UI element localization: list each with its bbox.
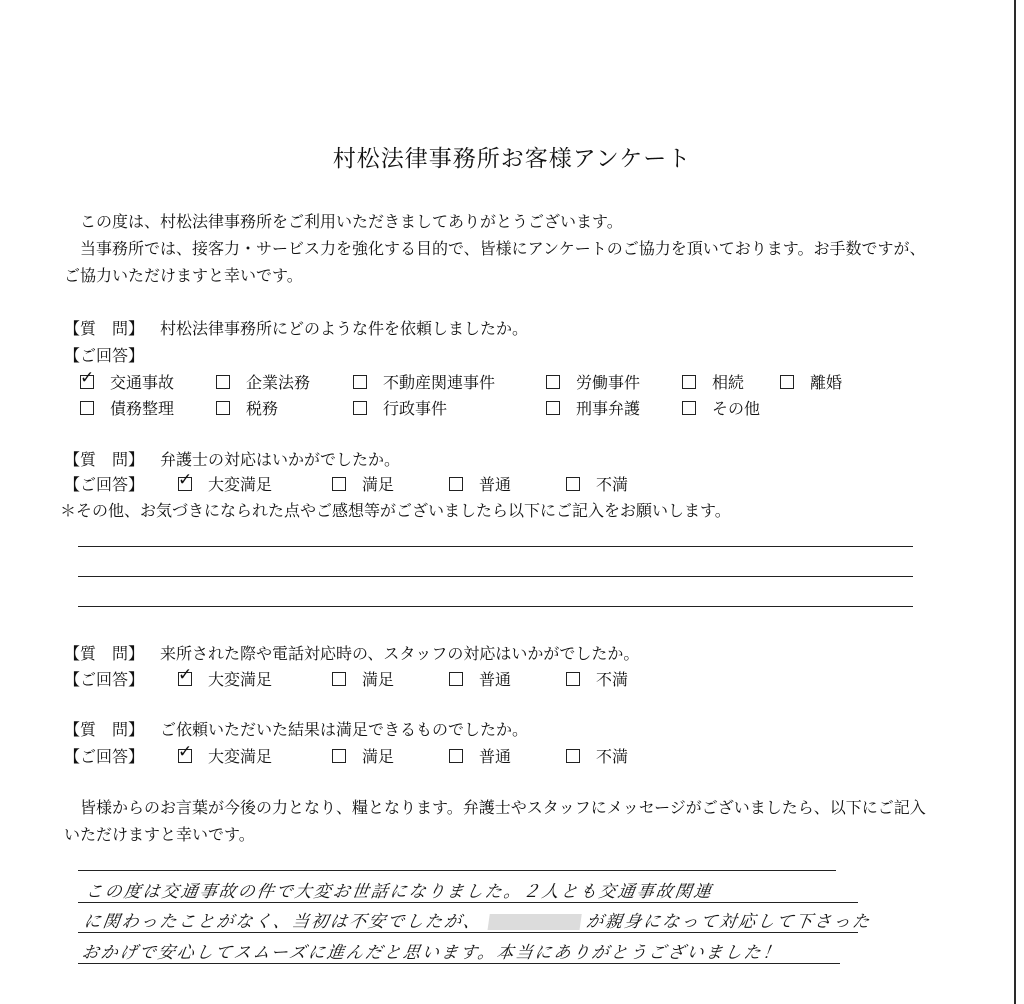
- q2-option-dissatisfied[interactable]: 不満: [566, 472, 628, 495]
- q4-option-dissatisfied[interactable]: 不満: [566, 744, 628, 767]
- intro-line-1: この度は、村松法律事務所をご利用いただきましてありがとうございます。: [80, 212, 623, 231]
- checkbox[interactable]: [449, 749, 463, 763]
- comment-line-1[interactable]: [78, 546, 913, 547]
- q2-question-text: 弁護士の対応はいかがでしたか。: [160, 450, 401, 469]
- checkbox[interactable]: [80, 401, 94, 415]
- q3-question-text: 来所された際や電話対応時の、スタッフの対応はいかがでしたか。: [160, 644, 640, 663]
- q1-answer-label: 【ご回答】: [64, 346, 145, 365]
- q3-question-label: 【質 問】: [64, 644, 145, 663]
- page-title: 村松法律事務所お客様アンケート: [332, 146, 692, 172]
- checkbox-checked[interactable]: [80, 367, 95, 389]
- comment-prompt: ＊その他、お気づきになられた点やご感想等がございましたら以下にご記入をお願いします。: [60, 501, 731, 520]
- checkbox-checked[interactable]: [178, 469, 193, 491]
- checkbox[interactable]: [546, 401, 560, 415]
- q4-question-text: ご依頼いただいた結果は満足できるものでしたか。: [160, 720, 529, 739]
- checkbox[interactable]: [566, 749, 580, 763]
- checkbox[interactable]: [216, 401, 230, 415]
- checkbox[interactable]: [353, 401, 367, 415]
- message-line-1: [78, 902, 858, 903]
- closing-text: 皆様からのお言葉が今後の力となり、糧となります。弁護士やスタッフにメッセージがございましたら、以下にご記入いただけますと幸いです。: [64, 798, 926, 844]
- checkbox[interactable]: [449, 672, 463, 686]
- check-icon: ✓: [178, 741, 193, 762]
- checkbox[interactable]: [449, 477, 463, 491]
- q3-option-average[interactable]: 普通: [449, 667, 511, 690]
- q2-option-very-satisfied[interactable]: ✓ 大変満足: [178, 469, 273, 494]
- check-icon: ✓: [178, 664, 193, 685]
- handwritten-line-2: に関わったことがなく、当初は不安でしたが、 が親身になって対応して下さった: [82, 912, 873, 932]
- q1-option-inheritance[interactable]: 相続: [682, 370, 744, 393]
- intro-line-2: 当事務所では、接客力・サービス力を強化する目的で、皆様にアンケートのご協力を頂いております。お手数ですが、ご協力いただけますと幸いです。: [64, 239, 926, 285]
- q1-option-administrative[interactable]: 行政事件: [353, 396, 447, 419]
- q1-question-label: 【質 問】: [64, 319, 145, 338]
- q3-answer-label: 【ご回答】: [64, 670, 145, 689]
- q2-question-row: [64, 447, 400, 470]
- q3-option-satisfied[interactable]: 満足: [332, 667, 394, 690]
- q1-question-row: [64, 316, 528, 339]
- q1-option-tax[interactable]: 税務: [216, 396, 278, 419]
- q2-option-average[interactable]: 普通: [449, 472, 511, 495]
- comment-line-2[interactable]: [78, 576, 913, 577]
- q2-answer-label: 【ご回答】: [64, 475, 145, 494]
- checkbox[interactable]: [332, 477, 346, 491]
- message-line-3: [78, 963, 840, 964]
- message-top-line: [78, 870, 836, 871]
- intro-text: [64, 208, 934, 289]
- q3-question-row: [64, 641, 639, 664]
- q3-option-very-satisfied[interactable]: ✓ 大変満足: [178, 664, 273, 689]
- comment-line-3[interactable]: [78, 606, 913, 607]
- q4-question-label: 【質 問】: [64, 720, 145, 739]
- checkbox[interactable]: [353, 375, 367, 389]
- q1-option-labor[interactable]: 労働事件: [546, 370, 640, 393]
- checkbox[interactable]: [682, 401, 696, 415]
- q1-option-criminal[interactable]: 刑事弁護: [546, 396, 640, 419]
- q4-answer-label: 【ご回答】: [64, 747, 145, 766]
- message-line-2: [78, 932, 858, 933]
- checkbox[interactable]: [546, 375, 560, 389]
- checkbox[interactable]: [216, 375, 230, 389]
- q2-question-label: 【質 問】: [64, 450, 145, 469]
- q1-option-divorce[interactable]: 離婚: [780, 370, 842, 393]
- handwritten-line-3: おかげで安心してスムーズに進んだと思います。本当にありがとうございました！: [80, 943, 784, 963]
- checkbox-checked[interactable]: [178, 741, 193, 763]
- checkbox[interactable]: [780, 375, 794, 389]
- q1-option-corporate[interactable]: 企業法務: [216, 370, 310, 393]
- checkbox[interactable]: [332, 749, 346, 763]
- q1-option-realestate[interactable]: 不動産関連事件: [353, 370, 495, 393]
- q4-option-very-satisfied[interactable]: ✓ 大変満足: [178, 741, 273, 766]
- check-icon: ✓: [80, 367, 95, 388]
- checkbox[interactable]: [566, 477, 580, 491]
- checkbox[interactable]: [566, 672, 580, 686]
- redacted-name: [487, 914, 581, 930]
- q1-option-debt[interactable]: 債務整理: [80, 396, 174, 419]
- q4-option-average[interactable]: 普通: [449, 744, 511, 767]
- q1-option-traffic[interactable]: ✓ 交通事故: [80, 367, 175, 392]
- check-icon: ✓: [178, 469, 193, 490]
- q3-option-dissatisfied[interactable]: 不満: [566, 667, 628, 690]
- q1-option-other[interactable]: その他: [682, 396, 760, 419]
- q4-option-satisfied[interactable]: 満足: [332, 744, 394, 767]
- q1-question-text: 村松法律事務所にどのような件を依頼しましたか。: [160, 319, 529, 338]
- checkbox[interactable]: [682, 375, 696, 389]
- q4-question-row: [64, 717, 528, 740]
- handwritten-line-1: この度は交通事故の件で大変お世話になりました。２人とも交通事故関連: [84, 882, 715, 902]
- checkbox-checked[interactable]: [178, 664, 193, 686]
- checkbox[interactable]: [332, 672, 346, 686]
- q2-option-satisfied[interactable]: 満足: [332, 472, 394, 495]
